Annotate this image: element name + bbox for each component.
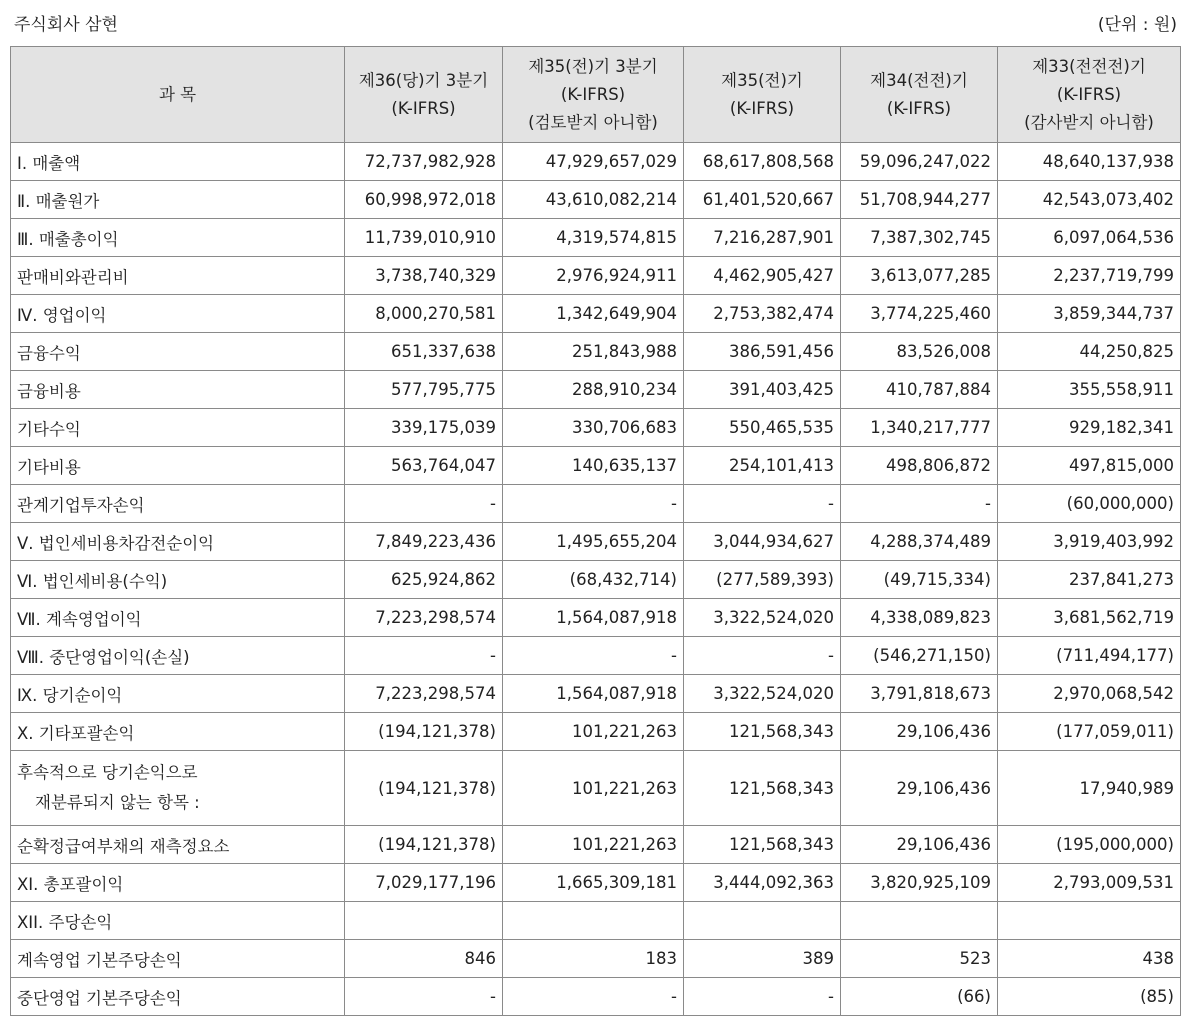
cell-value: 497,815,000 xyxy=(998,447,1181,485)
cell-value xyxy=(841,902,998,940)
cell-value: - xyxy=(503,978,684,1016)
row-label-line: 금융수익 xyxy=(17,343,81,363)
cell-value: 7,029,177,196 xyxy=(345,864,503,902)
cell-value: 3,820,925,109 xyxy=(841,864,998,902)
cell-value: 339,175,039 xyxy=(345,409,503,447)
cell-value: - xyxy=(841,485,998,523)
table-row xyxy=(11,219,1181,257)
cell-value xyxy=(345,902,503,940)
cell-value: (66) xyxy=(841,978,998,1016)
row-label-line: Ⅳ. 영업이익 xyxy=(17,305,107,325)
cell-value: 355,558,911 xyxy=(998,371,1181,409)
cell-value: 254,101,413 xyxy=(684,447,841,485)
column-header-line: 제36(당)기 3분기 xyxy=(358,70,489,90)
cell-value: 3,613,077,285 xyxy=(841,257,998,295)
cell-value: (711,494,177) xyxy=(998,637,1181,675)
cell-value: 17,940,989 xyxy=(998,751,1181,826)
cell-value: 846 xyxy=(345,940,503,978)
row-label-line: Ⅸ. 당기순이익 xyxy=(17,685,123,705)
cell-value: 550,465,535 xyxy=(684,409,841,447)
cell-value: - xyxy=(503,637,684,675)
row-label-line: Ⅹ. 기타포괄손익 xyxy=(17,723,135,743)
row-label-line: 계속영업 기본주당손익 xyxy=(17,950,182,970)
cell-value: 44,250,825 xyxy=(998,333,1181,371)
row-label-line: 후속적으로 당기손익으로 xyxy=(17,763,198,782)
table-row xyxy=(11,485,1181,523)
table-row xyxy=(11,181,1181,219)
row-label-line: 판매비와관리비 xyxy=(17,267,129,287)
cell-value xyxy=(998,902,1181,940)
table-row xyxy=(11,523,1181,561)
column-header-line: 제35(전)기 xyxy=(721,70,803,90)
cell-value: 3,791,818,673 xyxy=(841,675,998,713)
column-header-line: (K-IFRS) xyxy=(886,98,952,118)
cell-value: 3,738,740,329 xyxy=(345,257,503,295)
cell-value: 121,568,343 xyxy=(684,751,841,826)
table-row xyxy=(11,257,1181,295)
row-label-line: 재분류되지 않는 항목 : xyxy=(35,793,200,812)
cell-value: 3,681,562,719 xyxy=(998,599,1181,637)
column-header-line: 제34(전전)기 xyxy=(870,70,968,90)
cell-value: 3,919,403,992 xyxy=(998,523,1181,561)
cell-value: 3,322,524,020 xyxy=(684,599,841,637)
row-label xyxy=(11,295,345,333)
cell-value: (68,432,714) xyxy=(503,561,684,599)
cell-value: 29,106,436 xyxy=(841,713,998,751)
cell-value: 2,970,068,542 xyxy=(998,675,1181,713)
column-header-line: (K-IFRS) xyxy=(391,98,456,118)
report-header xyxy=(0,0,1193,46)
row-label xyxy=(11,864,345,902)
row-label-line: 기타비용 xyxy=(17,457,81,477)
income-statement-table xyxy=(10,46,1181,1016)
row-label-line: Ⅷ. 중단영업이익(손실) xyxy=(17,647,190,667)
company-name: 주식회사 삼현 xyxy=(14,15,118,35)
table-row xyxy=(11,713,1181,751)
cell-value: 7,223,298,574 xyxy=(345,599,503,637)
cell-value: (194,121,378) xyxy=(345,713,503,751)
cell-value: 8,000,270,581 xyxy=(345,295,503,333)
row-label xyxy=(11,333,345,371)
row-label-line: Ⅵ. 법인세비용(수익) xyxy=(17,571,168,591)
cell-value: 101,221,263 xyxy=(503,713,684,751)
cell-value: (277,589,393) xyxy=(684,561,841,599)
cell-value: 1,495,655,204 xyxy=(503,523,684,561)
cell-value: 60,998,972,018 xyxy=(345,181,503,219)
row-label-line: 기타수익 xyxy=(17,419,81,439)
cell-value: 1,564,087,918 xyxy=(503,599,684,637)
cell-value: 61,401,520,667 xyxy=(684,181,841,219)
cell-value: 101,221,263 xyxy=(503,751,684,826)
cell-value: 1,665,309,181 xyxy=(503,864,684,902)
column-header-period xyxy=(503,47,684,143)
table-row xyxy=(11,447,1181,485)
cell-value: - xyxy=(684,485,841,523)
column-header-period xyxy=(841,47,998,143)
table-row xyxy=(11,371,1181,409)
table-header-row xyxy=(11,47,1181,143)
row-label-line: 관계기업투자손익 xyxy=(17,495,145,515)
cell-value: 577,795,775 xyxy=(345,371,503,409)
table-row xyxy=(11,864,1181,902)
cell-value: 7,223,298,574 xyxy=(345,675,503,713)
cell-value: 121,568,343 xyxy=(684,713,841,751)
column-header-line: 과 목 xyxy=(158,84,197,104)
row-label xyxy=(11,523,345,561)
row-label-line: XI. 총포괄이익 xyxy=(17,874,124,894)
cell-value: (177,059,011) xyxy=(998,713,1181,751)
cell-value: 3,774,225,460 xyxy=(841,295,998,333)
cell-value: 651,337,638 xyxy=(345,333,503,371)
table-row xyxy=(11,143,1181,181)
cell-value: - xyxy=(345,637,503,675)
cell-value: 140,635,137 xyxy=(503,447,684,485)
table-row xyxy=(11,333,1181,371)
cell-value: 251,843,988 xyxy=(503,333,684,371)
row-label xyxy=(11,978,345,1016)
row-label-line: 중단영업 기본주당손익 xyxy=(17,988,182,1008)
cell-value: 7,849,223,436 xyxy=(345,523,503,561)
cell-value: 48,640,137,938 xyxy=(998,143,1181,181)
cell-value: 7,387,302,745 xyxy=(841,219,998,257)
cell-value: 3,322,524,020 xyxy=(684,675,841,713)
cell-value: 2,793,009,531 xyxy=(998,864,1181,902)
column-header-line: (K-IFRS) xyxy=(729,98,795,118)
row-label xyxy=(11,219,345,257)
cell-value: 7,216,287,901 xyxy=(684,219,841,257)
column-header-item xyxy=(11,47,345,143)
cell-value: 6,097,064,536 xyxy=(998,219,1181,257)
table-row xyxy=(11,599,1181,637)
row-label xyxy=(11,409,345,447)
table-row xyxy=(11,751,1181,826)
row-label xyxy=(11,902,345,940)
row-label xyxy=(11,637,345,675)
cell-value: 2,976,924,911 xyxy=(503,257,684,295)
cell-value: 47,929,657,029 xyxy=(503,143,684,181)
cell-value: 386,591,456 xyxy=(684,333,841,371)
cell-value: 2,753,382,474 xyxy=(684,295,841,333)
table-row xyxy=(11,409,1181,447)
cell-value: (60,000,000) xyxy=(998,485,1181,523)
table-row xyxy=(11,940,1181,978)
column-header-line: (K-IFRS) xyxy=(560,84,626,104)
cell-value: 42,543,073,402 xyxy=(998,181,1181,219)
cell-value: (194,121,378) xyxy=(345,826,503,864)
cell-value: 929,182,341 xyxy=(998,409,1181,447)
row-label xyxy=(11,826,345,864)
row-label-line: 금융비용 xyxy=(17,381,81,401)
table-row xyxy=(11,561,1181,599)
cell-value xyxy=(503,902,684,940)
cell-value: 1,340,217,777 xyxy=(841,409,998,447)
cell-value: 29,106,436 xyxy=(841,751,998,826)
cell-value: 51,708,944,277 xyxy=(841,181,998,219)
row-label xyxy=(11,675,345,713)
cell-value: 72,737,982,928 xyxy=(345,143,503,181)
cell-value: 1,342,649,904 xyxy=(503,295,684,333)
column-header-line: 제33(전전전)기 xyxy=(1032,56,1146,76)
column-header-period xyxy=(345,47,503,143)
cell-value: 498,806,872 xyxy=(841,447,998,485)
row-label xyxy=(11,599,345,637)
cell-value: 83,526,008 xyxy=(841,333,998,371)
row-label-line: XII. 주당손익 xyxy=(17,912,113,932)
cell-value: 11,739,010,910 xyxy=(345,219,503,257)
cell-value: (85) xyxy=(998,978,1181,1016)
cell-value: 121,568,343 xyxy=(684,826,841,864)
cell-value: - xyxy=(345,485,503,523)
row-label-line: Ⅱ. 매출원가 xyxy=(17,191,100,211)
cell-value: 625,924,862 xyxy=(345,561,503,599)
cell-value: 43,610,082,214 xyxy=(503,181,684,219)
row-label xyxy=(11,143,345,181)
column-header-period xyxy=(684,47,841,143)
row-label-line: 순확정급여부채의 재측정요소 xyxy=(17,836,230,856)
cell-value: 3,859,344,737 xyxy=(998,295,1181,333)
cell-value: 389 xyxy=(684,940,841,978)
cell-value: (195,000,000) xyxy=(998,826,1181,864)
row-label xyxy=(11,751,345,826)
cell-value: - xyxy=(503,485,684,523)
row-label xyxy=(11,561,345,599)
table-row xyxy=(11,978,1181,1016)
cell-value: - xyxy=(345,978,503,1016)
cell-value: 4,288,374,489 xyxy=(841,523,998,561)
row-label xyxy=(11,181,345,219)
cell-value: 4,319,574,815 xyxy=(503,219,684,257)
cell-value: 288,910,234 xyxy=(503,371,684,409)
column-header-period xyxy=(998,47,1181,143)
cell-value: 563,764,047 xyxy=(345,447,503,485)
unit-label: (단위 : 원) xyxy=(1097,15,1177,35)
cell-value: (546,271,150) xyxy=(841,637,998,675)
cell-value: (194,121,378) xyxy=(345,751,503,826)
column-header-line: 제35(전)기 3분기 xyxy=(528,56,658,76)
cell-value xyxy=(684,902,841,940)
row-label xyxy=(11,485,345,523)
row-label xyxy=(11,371,345,409)
cell-value: 183 xyxy=(503,940,684,978)
row-label-line: Ⅲ. 매출총이익 xyxy=(17,229,119,249)
cell-value: 410,787,884 xyxy=(841,371,998,409)
cell-value: 1,564,087,918 xyxy=(503,675,684,713)
cell-value: 391,403,425 xyxy=(684,371,841,409)
cell-value: (49,715,334) xyxy=(841,561,998,599)
cell-value: 59,096,247,022 xyxy=(841,143,998,181)
row-label xyxy=(11,257,345,295)
table-row xyxy=(11,902,1181,940)
table-row xyxy=(11,637,1181,675)
row-label xyxy=(11,447,345,485)
cell-value: - xyxy=(684,978,841,1016)
row-label-line: Ⅰ. 매출액 xyxy=(17,153,81,173)
cell-value: 4,462,905,427 xyxy=(684,257,841,295)
cell-value: 438 xyxy=(998,940,1181,978)
table-row xyxy=(11,675,1181,713)
row-label-line: Ⅴ. 법인세비용차감전순이익 xyxy=(17,533,215,553)
cell-value: 3,444,092,363 xyxy=(684,864,841,902)
column-header-line: (K-IFRS) xyxy=(1056,84,1122,104)
column-header-line: (검토받지 아니함) xyxy=(528,112,658,132)
row-label-line: Ⅶ. 계속영업이익 xyxy=(17,609,142,629)
table-row xyxy=(11,295,1181,333)
cell-value: 237,841,273 xyxy=(998,561,1181,599)
cell-value: 3,044,934,627 xyxy=(684,523,841,561)
cell-value: 2,237,719,799 xyxy=(998,257,1181,295)
table-row xyxy=(11,826,1181,864)
cell-value: - xyxy=(684,637,841,675)
row-label xyxy=(11,940,345,978)
cell-value: 68,617,808,568 xyxy=(684,143,841,181)
table-body xyxy=(11,143,1181,1016)
cell-value: 523 xyxy=(841,940,998,978)
cell-value: 330,706,683 xyxy=(503,409,684,447)
cell-value: 101,221,263 xyxy=(503,826,684,864)
column-header-line: (감사받지 아니함) xyxy=(1024,112,1154,132)
cell-value: 4,338,089,823 xyxy=(841,599,998,637)
cell-value: 29,106,436 xyxy=(841,826,998,864)
row-label xyxy=(11,713,345,751)
